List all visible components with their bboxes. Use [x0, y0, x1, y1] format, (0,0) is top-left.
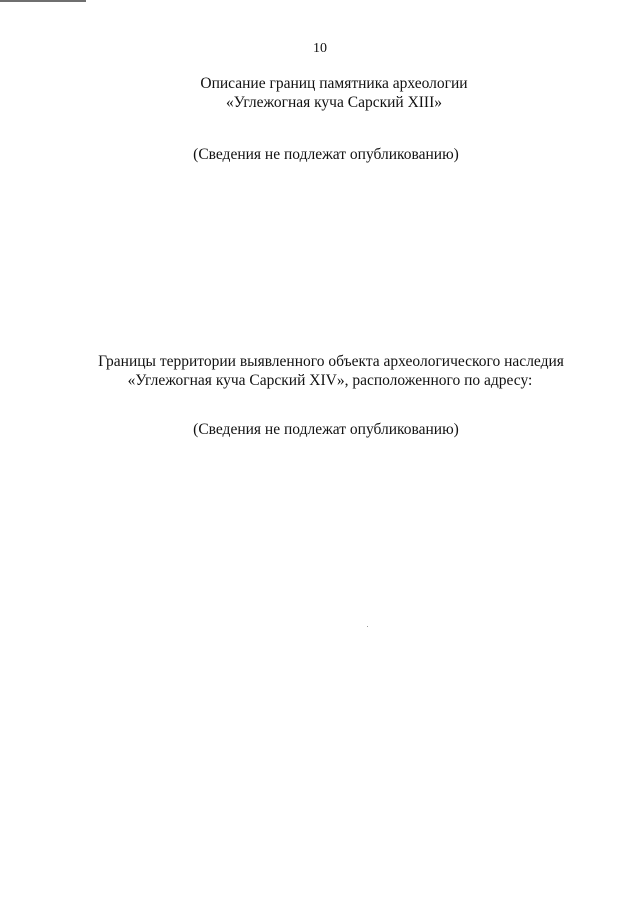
section1-heading-line1: Описание границ памятника археологии [200, 75, 468, 92]
section2-notice: (Сведения не подлежат опубликованию) [193, 421, 459, 438]
section2-heading-line2: «Углежогная куча Сарский XIV», расположенного по адресу: [127, 372, 533, 389]
section1-notice: (Сведения не подлежат опубликованию) [193, 146, 459, 163]
section1-heading-line2: «Углежогная куча Сарский XIII» [225, 94, 443, 111]
scan-edge-mark [0, 0, 86, 2]
scan-speck [367, 626, 368, 627]
page-number: 10 [313, 41, 327, 56]
section2-heading-line1: Границы территории выявленного объекта археологического наследия [98, 353, 564, 370]
